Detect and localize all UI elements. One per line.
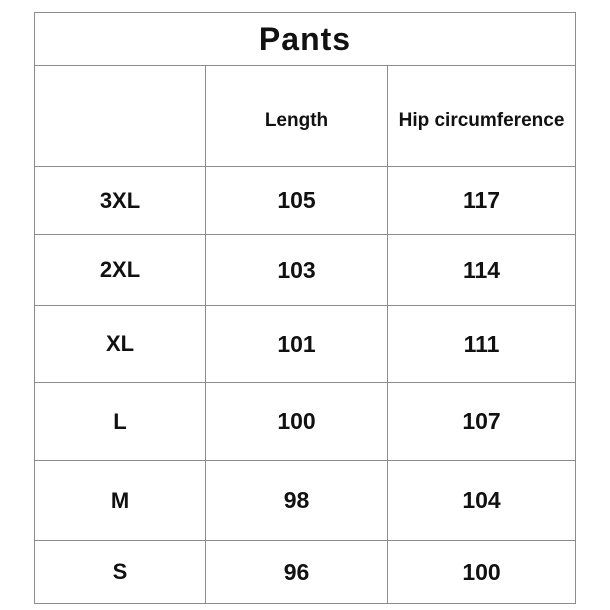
header-length: Length	[206, 66, 388, 167]
row-length-value: 100	[206, 383, 388, 461]
row-hip-value: 111	[388, 306, 575, 383]
row-size-label: M	[35, 461, 206, 541]
row-hip-value: 117	[388, 167, 575, 235]
row-length-value: 101	[206, 306, 388, 383]
header-size	[35, 66, 206, 167]
row-length-value: 98	[206, 461, 388, 541]
row-hip-value: 100	[462, 558, 501, 585]
header-hip-circumference: Hip circumference	[388, 66, 575, 167]
row-hip-value: 114	[388, 235, 575, 306]
chart-title: Pants	[35, 13, 575, 66]
row-hip-value: 104	[388, 461, 575, 541]
row-length-value: 105	[206, 167, 388, 235]
row-size-label: S	[35, 541, 206, 603]
row-length-value: 96	[206, 541, 388, 603]
row-size-label: 2XL	[35, 235, 206, 306]
size-chart-table	[34, 12, 576, 604]
row-length-value: 103	[206, 235, 388, 306]
row-size-label: XL	[35, 306, 206, 383]
row-hip-value: 107	[388, 383, 575, 461]
row-size-label: 3XL	[35, 167, 206, 235]
row-size-label: L	[35, 383, 206, 461]
